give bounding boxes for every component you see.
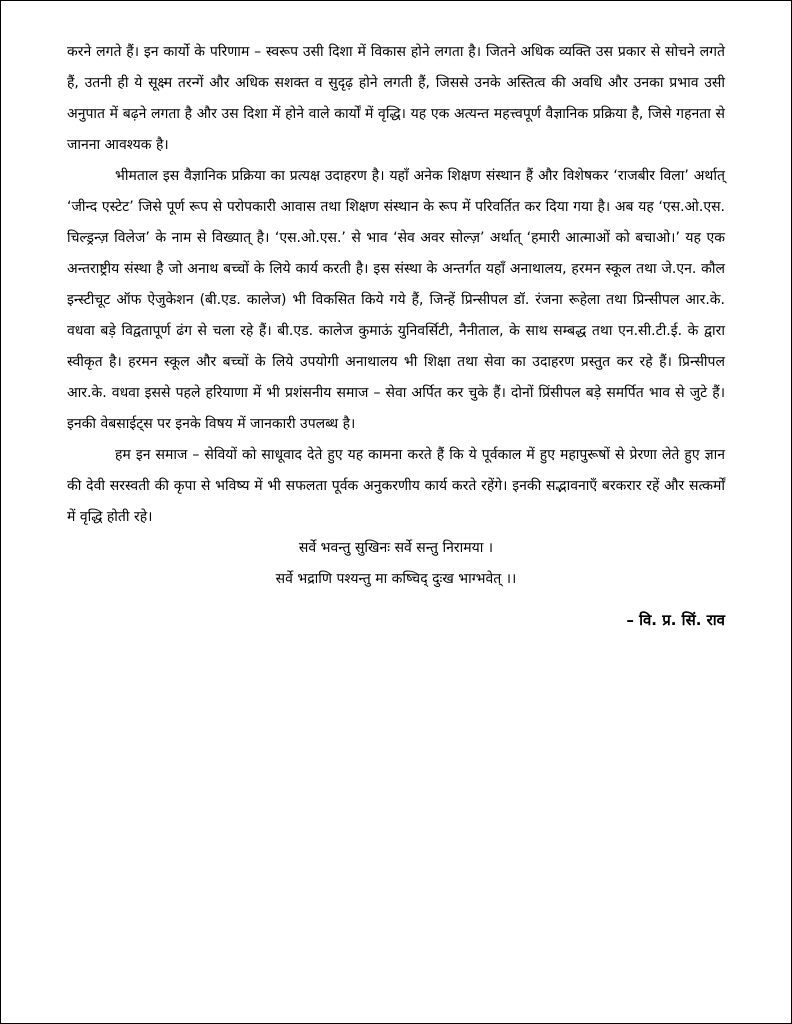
paragraph-intro: करने लगते हैं। इन कार्यो के परिणाम – स्वरूप उसी दिशा में विकास होने लगता है। जितने अधिक व्यक्ति उस प्रकार से सोचने लगते हैं, उतनी ही ये सूक्ष्म तरन्गें और अधिक सशक्त व सुदृढ़ होने लगती हैं, जिससे उनके अस्तित्व की अवधि और उनका प्रभाव उसी अनुपात में बढ़ने लगता है और उस दिशा में होने वाले कार्यों में वृद्धि। यह एक अत्यन्त महत्त्वपूर्ण वैज्ञानिक प्रक्रिया है, जिसे गहनता से जानना आवश्यक है। <box>67 44 725 153</box>
paragraph-wishes: हम इन समाज – सेवियों को साधूवाद देते हुए यह कामना करते हैं कि ये पूर्वकाल में हुए महापुरूषों से प्रेरणा लेते हुए ज्ञान की देवी सरस्वती की कृपा से भविष्य में भी सफलता पूर्वक अनुकरणीय कार्य करते रहेंगे। इनकी सद्भावनाएँ बरकरार रहें और सत्कर्मों में वृद्धि होती रहे। <box>67 447 725 525</box>
paragraph-bhimtal: भीमताल इस वैज्ञानिक प्रक्रिया का प्रत्यक्ष उदाहरण है। यहाँ अनेक शिक्षण संस्थान हैं और विशेषकर ‘राजबीर विला’ अर्थात् ‘जीन्द एस्टेट’ जिसे पूर्ण रूप से परोपकारी आवास तथा शिक्षण संस्थान के रूप में परिवर्तित कर दिया गया है। अब यह ‘एस.ओ.एस. चिल्ड्रन्ज़ विलेज’ के नाम से विख्यात् है। ‘एस.ओ.एस.’ से भाव ‘सेव अवर सोल्ज़’ अर्थात् ‘हमारी आत्माओं को बचाओ।’ यह एक अन्तराष्ट्रीय संस्था है जो अनाथ बच्चों के लिये कार्य करती है। इस संस्था के अन्तर्गत यहाँ अनाथालय, हरमन स्कूल तथा जे.एन. कौल इन्स्टीचूट ऑफ ऐजुकेशन (बी.एड. कालेज) भी विकसित किये गये हैं, जिन्हें प्रिन्सीपल डॉ. रंजना रूहेला तथा प्रिन्सीपल आर.के. वधवा बड़े विद्वतापूर्ण ढंग से चला रहे हैं। बी.एड. कालेज कुमाऊं युनिवर्सिटी, नैनीताल, के साथ सम्बद्ध तथा एन.सी.टी.ई. के द्वारा स्वीकृत है। हरमन स्कूल और बच्चों के लिये उपयोगी अनाथालय भी शिक्षा तथा सेवा का उदाहरण प्रस्तुत कर रहे हैं। प्रिन्सीपल आर.के. वधवा इससे पहले हरियाणा में भी प्रशंसनीय समाज – सेवा अर्पित कर चुके हैं। दोनों प्रिंसीपल बड़े समर्पित भाव से जुटे हैं। इनकी वेबसाईट्स पर इनके विषय में जानकारी उपलब्ध है। <box>67 168 725 432</box>
document-body <box>67 37 725 636</box>
author-signature: – वि. प्र. सिं. राव <box>626 611 725 629</box>
verse-line-2: सर्वे भद्राणि पश्यन्तु मा कष्चिद् दुःख भाग्भवेत् ।। <box>275 571 517 587</box>
verse-line-1: सर्वे भवन्तु सुखिनः सर्वे सन्तु निरामया । <box>298 540 494 556</box>
